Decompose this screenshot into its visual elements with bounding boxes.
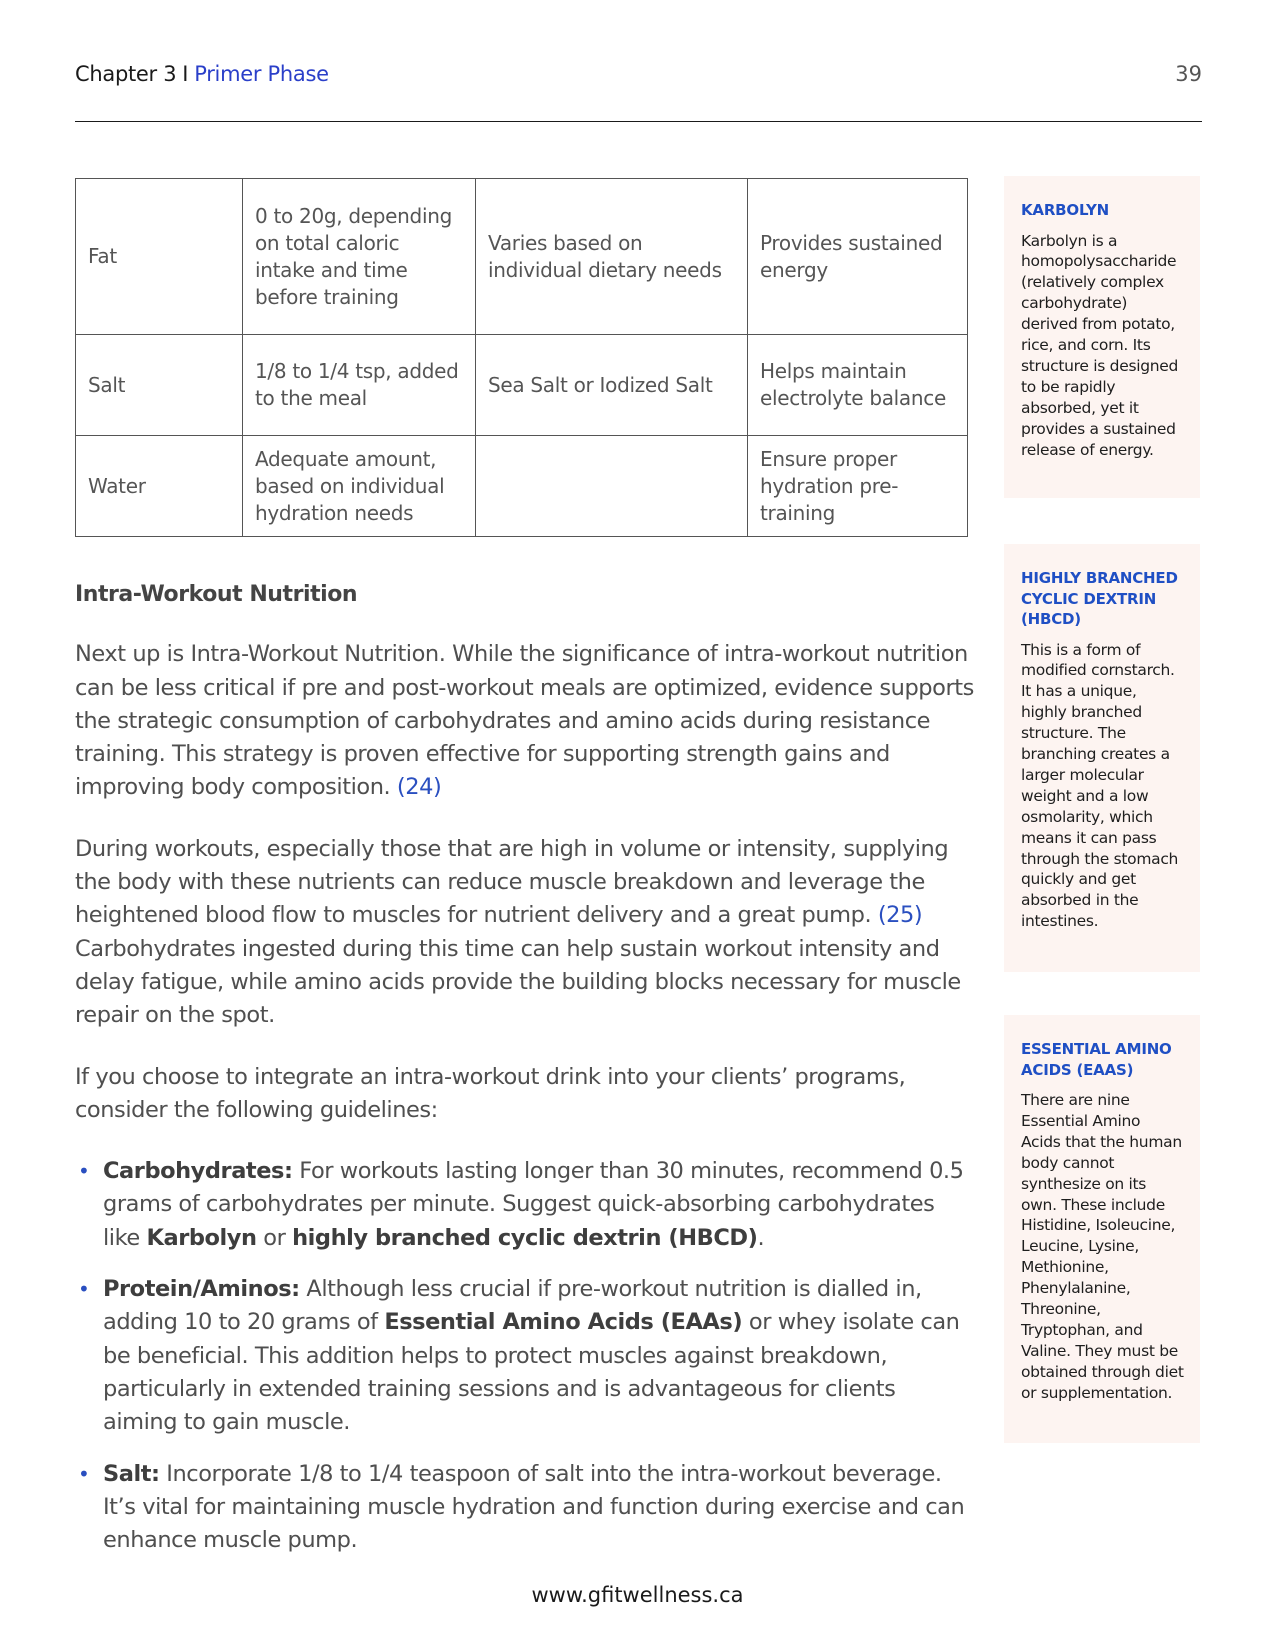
list-item	[75, 1155, 975, 1255]
item-text: or whey isolate can be beneficial. This addition helps to protect muscles against breakdown, particularly in extended training sessions and is advantageous for clients aiming to gain muscle.	[103, 1309, 960, 1436]
table-cell: Provides sustained energy	[748, 179, 968, 335]
bullet-icon: •	[78, 1461, 90, 1486]
sidebar-title: ESSENTIAL AMINO ACIDS (EAAS)	[1021, 1040, 1172, 1079]
table-cell: Sea Salt or Iodized Salt	[476, 335, 748, 436]
table-cell: Water	[76, 436, 243, 537]
paragraph-text: Next up is Intra-Workout Nutrition. While the significance of intra-workout nutrition can be less critical if pre and post-workout meals are optimized, evidence supports the strategic consumption of carbohydrates and amino acids during resistance training. This strategy is proven effective for supporting strength gains and improving body composition.	[75, 641, 974, 801]
item-text: Incorporate 1/8 to 1/4 teaspoon of salt into the intra-workout beverage. It’s vital for maintaining muscle hydration and function during exercise and can enhance muscle pump.	[103, 1460, 965, 1554]
paragraph-text: Carbohydrates ingested during this time can help sustain workout intensity and delay fatigue, while amino acids provide the building blocks necessary for muscle repair on the spot.	[75, 935, 961, 1029]
chapter-label	[75, 62, 329, 86]
footer-url[interactable]: www.gfitwellness.ca	[531, 1583, 744, 1607]
paragraph-intro	[75, 638, 975, 804]
sidebar-note-karbolyn	[1004, 176, 1200, 498]
item-text: Although less crucial if pre-workout nutrition is dialled in, adding 10 to 20 grams of	[103, 1276, 922, 1336]
table-cell: 1/8 to 1/4 tsp, added to the meal	[243, 335, 476, 436]
table-row	[76, 436, 968, 537]
term-eaas: Essential Amino Acids (EAAs)	[384, 1309, 743, 1336]
item-text: .	[757, 1224, 765, 1251]
header-separator: I	[182, 62, 189, 86]
table-cell: Adequate amount, based on individual hydration needs	[243, 436, 476, 537]
sidebar-note-hbcd	[1004, 544, 1200, 972]
page-number: 39	[1175, 62, 1202, 86]
item-text: or	[256, 1224, 293, 1251]
table-cell: 0 to 20g, depending on total caloric intake and time before training	[243, 179, 476, 335]
sidebar-body: This is a form of modified cornstarch. It has a unique, highly branched structure. The branching creates a larger molecular weight and a low osmolarity, which means it can pass through the stomach quickly and get absorbed in the intestines.	[1021, 640, 1179, 931]
term-karbolyn: Karbolyn	[146, 1224, 257, 1251]
table-cell: Fat	[76, 179, 243, 335]
sidebar-body: There are nine Essential Amino Acids that the human body cannot synthesize on its own. These include Histidine, Isoleucine, Leucine, Lysine, Methionine, Phenylalanine, Threonine, Tryptophan, and Valine. They must be obtained through diet or supplementation.	[1021, 1091, 1184, 1402]
table-cell: Helps maintain electrolyte balance	[748, 335, 968, 436]
paragraph-during-workouts	[75, 833, 975, 1033]
sidebar-title: HIGHLY BRANCHED CYCLIC DEXTRIN (HBCD)	[1021, 569, 1178, 628]
item-label: Protein/Aminos:	[103, 1276, 300, 1303]
paragraph-text: During workouts, especially those that are high in volume or intensity, supplying the body with these nutrients can reduce muscle breakdown and leverage the heightened blood flow to muscles for nutrient delivery and a great pump.	[75, 835, 949, 929]
item-label: Salt:	[103, 1460, 160, 1487]
section-heading: Intra-Workout Nutrition	[75, 582, 358, 607]
nutrition-table	[75, 178, 968, 537]
chapter-number: Chapter 3	[75, 62, 177, 86]
table-row	[76, 179, 968, 335]
paragraph-guidelines-intro: If you choose to integrate an intra-workout drink into your clients’ programs, consider the following guidelines:	[75, 1063, 906, 1123]
sidebar-title: KARBOLYN	[1021, 201, 1110, 219]
bullet-icon: •	[78, 1159, 90, 1184]
page-header	[75, 62, 1202, 92]
item-text: For workouts lasting longer than 30 minutes, recommend 0.5 grams of carbohydrates per minute. Suggest quick-absorbing carbohydrates like	[103, 1158, 964, 1251]
citation-link[interactable]: (24)	[396, 774, 442, 801]
header-divider	[75, 121, 1202, 122]
item-label: Carbohydrates:	[103, 1158, 293, 1185]
list-item	[75, 1458, 975, 1558]
term-hbcd: highly branched cyclic dextrin (HBCD)	[292, 1224, 758, 1251]
bullet-icon: •	[78, 1277, 90, 1302]
table-cell: Salt	[76, 335, 243, 436]
sidebar-body: Karbolyn is a homopolysaccharide (relatively complex carbohydrate) derived from potato, rice, and corn. Its structure is designed to be rapidly absorbed, yet it provides a sustained release of energy.	[1021, 231, 1179, 459]
sidebar-note-eaas	[1004, 1015, 1200, 1443]
list-item	[75, 1273, 975, 1439]
table-cell: Ensure proper hydration pre-training	[748, 436, 968, 537]
main-content	[75, 578, 975, 1575]
table-row	[76, 335, 968, 436]
table-cell: Varies based on individual dietary needs	[476, 179, 748, 335]
table-cell	[476, 436, 748, 537]
citation-link[interactable]: (25)	[877, 902, 923, 929]
guidelines-list	[75, 1155, 975, 1557]
section-name: Primer Phase	[194, 62, 329, 86]
